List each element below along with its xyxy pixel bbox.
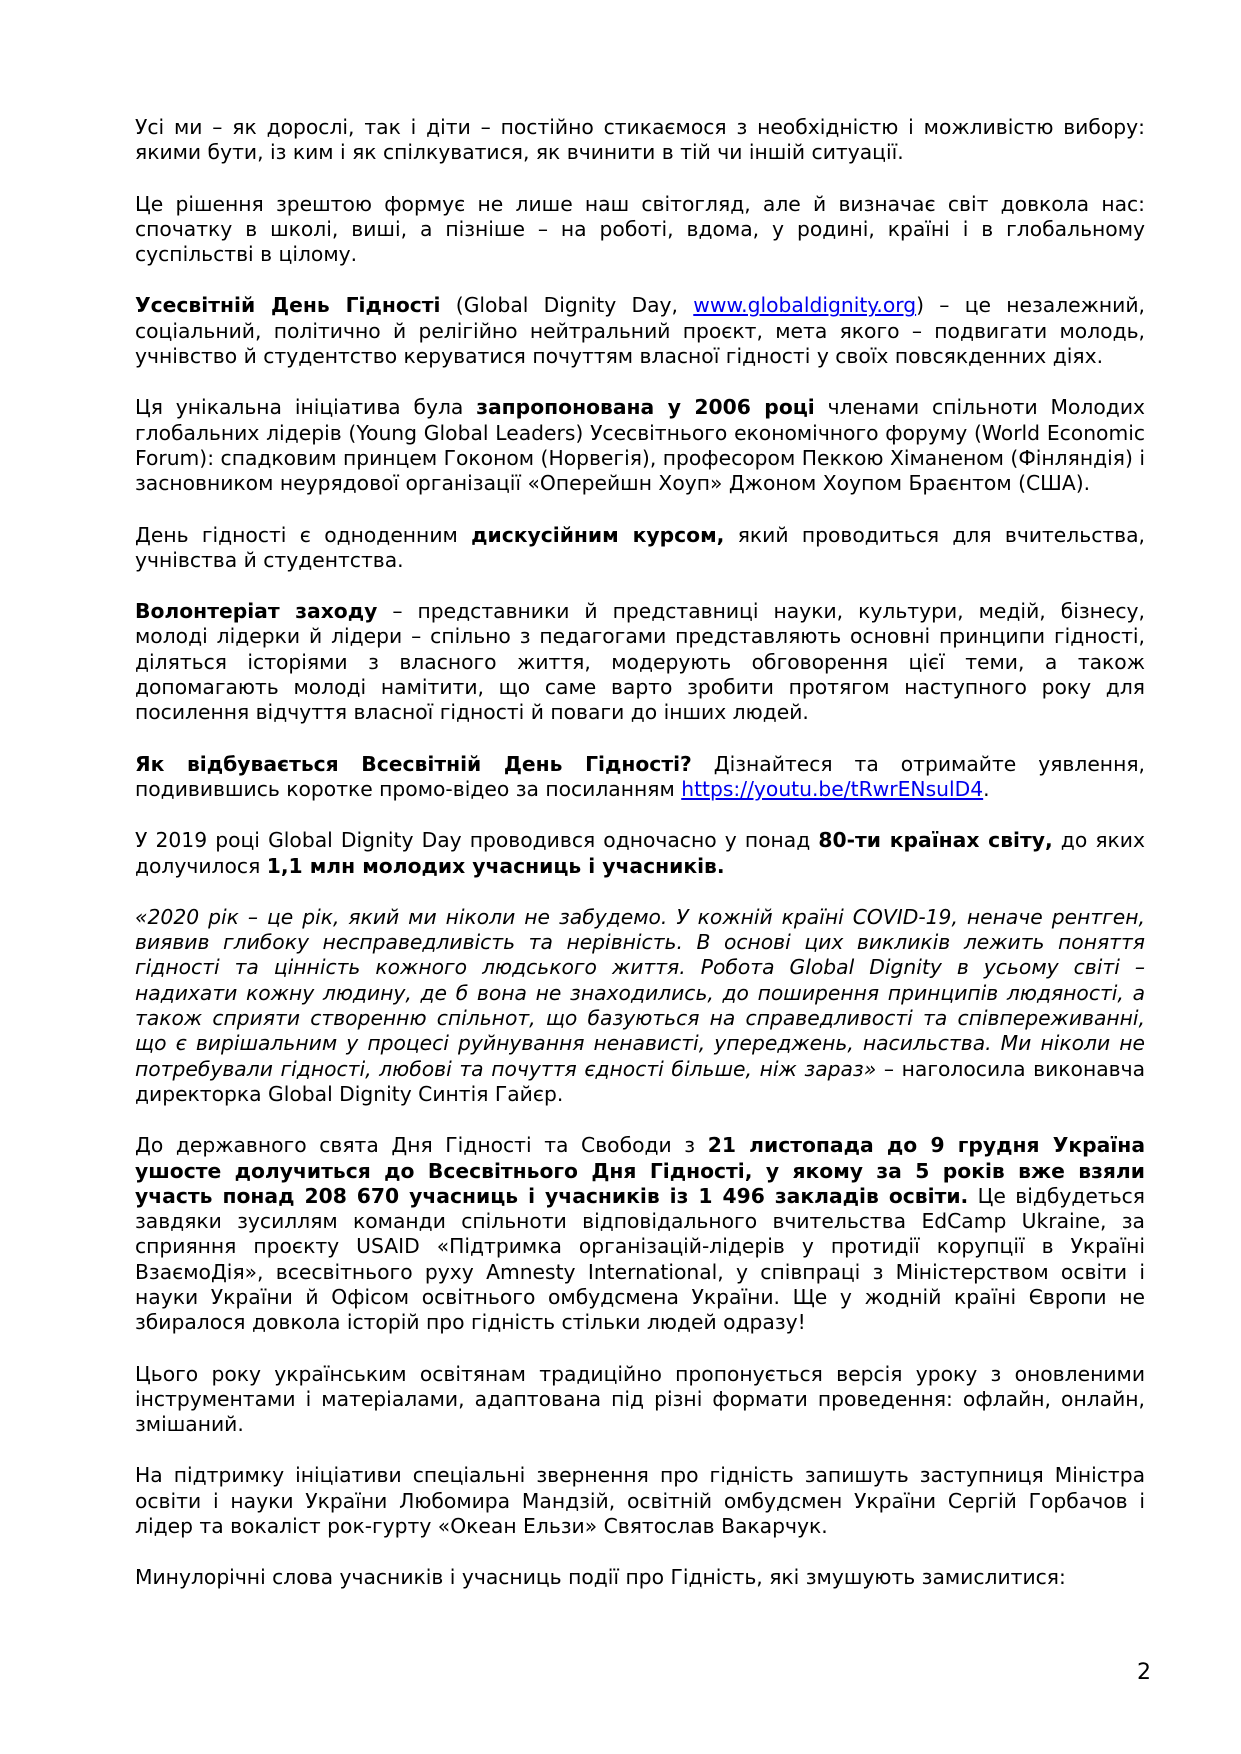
text: . (983, 776, 990, 801)
text: який проводиться для вчительства, учнівства й студентства. (135, 522, 1145, 572)
document-body (135, 115, 1145, 1617)
text: Це відбудеться завдяки зусиллям команди спільноти відповідального вчительства EdCamp Ukraine, за сприяння проєкту USAID «Підтримка організацій-лідерів у протидії корупції в Україні ВзаємоДія», всесвітнього руху Amnesty International, у співпраці з Міністерством освіти і науки України й Офісом освітнього омбудсмена України. Ще у жодній країні Європи не збиралося довкола історій про гідність стільки людей одразу! (135, 1183, 1145, 1335)
text: (Global Dignity Day, (440, 293, 694, 318)
paragraph-support: На підтримку ініціативи спеціальні звернення про гідність запишуть заступниця Міністра освіти і науки України Любомира Мандзій, освітній омбудсмен України Сергій Горбачов і лідер та вокаліст рок-гурту «Океан Ельзи» Святослав Вакарчук. (135, 1463, 1145, 1539)
paragraph-words: Минулорічні слова учасників і учасниць події про Гідність, які змушують замислитися: (135, 1565, 1066, 1590)
youtube-link[interactable]: https://youtu.be/tRwrENsulD4 (681, 776, 984, 801)
paragraph-lesson: Цього року українським освітянам традиційно пропонується версія уроку з оновленими інструментами і матеріалами, адаптована під різні формати проведення: офлайн, онлайн, змішаний. (135, 1361, 1145, 1437)
bold-text: 1,1 млн молодих учасниць і учасників. (266, 853, 725, 878)
bold-text: 80-ти країнах світу, (818, 828, 1053, 853)
bold-text: Як відбувається Всесвітній День Гідності? (135, 751, 692, 776)
text: Ця унікальна ініціатива була (135, 395, 477, 420)
text: Дізнайтеся та отримайте уявлення, подивившись коротке промо-відео за посиланням (135, 751, 1145, 801)
paragraph-course (135, 523, 1145, 574)
paragraph-worldview: Це рішення зрештою формує не лише наш світогляд, але й визначає світ довкола нас: спочатку в школі, виші, а пізніше – на роботі, вдома, у родині, країні і в глобальному суспільстві в цілому. (135, 191, 1145, 267)
text: До державного свята Дня Гідності та Свободи з (135, 1133, 708, 1158)
paragraph-2019 (135, 828, 1145, 879)
text: ) – це незалежний, соціальний, політично й релігійно нейтральний проєкт, мета якого – подвигати молодь, учнівство й студентство керуватися почуттям власної гідності у своїх повсякденних діях. (135, 293, 1145, 369)
bold-text: Волонтеріат заходу (135, 599, 378, 624)
text: У 2019 році Global Dignity Day проводився одночасно у понад (135, 828, 819, 853)
text: членами спільноти Молодих глобальних лідерів (Young Global Leaders) Усесвітнього економічного форуму (World Economic Forum): спадковим принцем Гоконом (Норвегія), професором Пеккою Хіманеном (Фінляндія) і засновником неурядової організації «Оперейшн Хоуп» Джоном Хоупом Браєнтом (США). (135, 395, 1145, 496)
quote-text: «2020 рік – це рік, який ми ніколи не забудемо. У кожній країні COVID-19, неначе рентген, виявив глибоку несправедливість та нерівність. В основі цих викликів лежить поняття гідності та цінність кожного людського життя. Робота Global Dignity в усьому світі – надихати кожну людину, де б вона не знаходились, до поширення принципів людяності, а також сприяти створенню спільнот, що базуються на справедливості та співпереживанні, що є вирішальним у процесі руйнування ненависті, упереджень, насильства. Ми ніколи не потребували гідності, любові та почуття єдності більше, ніж зараз» (135, 904, 1145, 1081)
bold-text: 21 листопада до 9 грудня Україна ушосте долучиться до Всесвітнього Дня Гідності, у якому за 5 років вже взяли участь понад 208 670 учасниць і учасників із 1 496 закладів освіти. (135, 1133, 1146, 1208)
text: День гідності є одноденним (135, 522, 472, 547)
bold-text: Усесвітній День Гідності (135, 293, 441, 318)
paragraph-global-dignity-day (135, 293, 1145, 369)
paragraph-how-it-works (135, 752, 1145, 803)
text: – представники й представниці науки, культури, медій, бізнесу, молоді лідерки й лідери – спільно з педагогами представляють основні принципи гідності, діляться історіями з власного життя, модерують обговорення цієї теми, а також допомагають молоді намітити, що саме варто зробити протягом наступного року для посилення відчуття власної гідності й поваги до інших людей. (135, 599, 1145, 725)
paragraph-choice: Усі ми – як дорослі, так і діти – постійно стикаємося з необхідністю і можливістю вибору: якими бути, із ким і як спілкуватися, як вчинити в тій чи іншій ситуації. (135, 115, 1145, 165)
paragraph-initiative (135, 395, 1145, 496)
paragraph-volunteers (135, 599, 1145, 725)
bold-text: дискусійним курсом, (471, 522, 725, 547)
text: до яких долучилося (135, 828, 1145, 878)
bold-text: запропонована у 2006 році (476, 395, 815, 420)
text: – наголосила виконавча директорка Global Dignity Синтія Гайєр. (135, 1056, 1146, 1106)
paragraph-ukraine (135, 1133, 1145, 1335)
paragraph-quote (135, 905, 1145, 1107)
page-number: 2 (1137, 1660, 1151, 1685)
globaldignity-link[interactable]: www.globaldignity.org (693, 293, 917, 318)
